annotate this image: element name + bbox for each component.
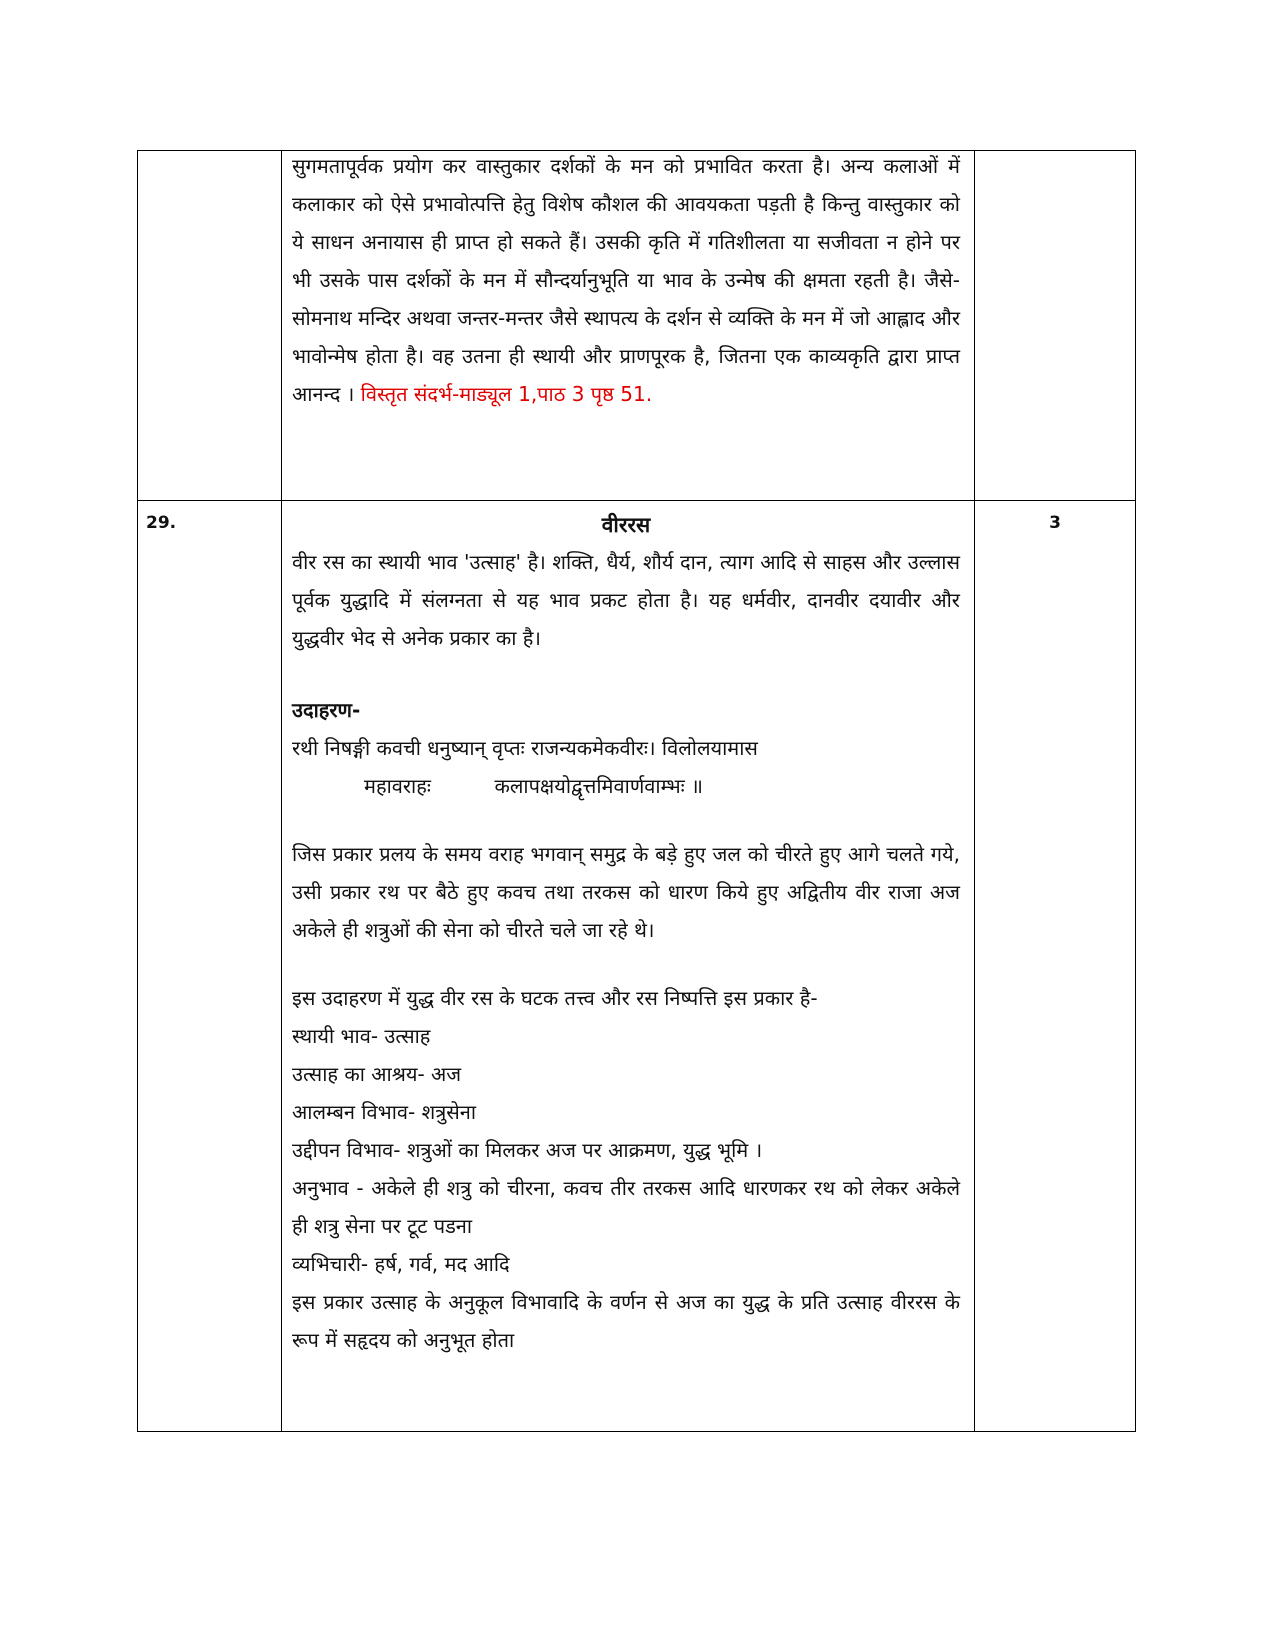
reference-text: विस्तृत संदर्भ-माड्यूल 1,पाठ 3 पृष्ठ 51. [360, 382, 653, 406]
answer-paragraph [292, 147, 960, 413]
conclusion-paragraph: इस प्रकार उत्साह के अनुकूल विभावादि के वर्णन से अज का युद्ध के प्रति उत्साह वीररस के रूप में सहृदय को अनुभूत होता [292, 1290, 960, 1352]
list-item: उद्दीपन विभाव- शत्रुओं का मिलकर अज पर आक्रमण, युद्ध भूमि । [292, 1138, 763, 1162]
marks-cell [975, 151, 1136, 501]
marks-value: 3 [975, 501, 1136, 1432]
answer-cell [282, 501, 975, 1432]
vyabhichari-line: व्यभिचारी- हर्ष, गर्व, मद आदि [292, 1252, 510, 1276]
example-label: उदाहरण- [292, 698, 361, 722]
translation-paragraph: जिस प्रकार प्रलय के समय वराह भगवान् समुद्र के बड़े हुए जल को चीरते हुए आगे चलते गये, उसी प्रकार रथ पर बैठे हुए कवच तथा तरकस को धारण किये हुए अद्वितीय वीर राजा अज अकेले ही शत्रुओं की सेना को चीरते चले जा रहे थे। [292, 842, 960, 942]
table-row [138, 501, 1136, 1432]
answer-text: सुगमतापूर्वक प्रयोग कर वास्तुकार दर्शकों के मन को प्रभावित करता है। अन्य कलाओं में कलाकार को ऐसे प्रभावोत्पत्ति हेतु विशेष कौशल की आवयकता पड़ती है किन्तु वास्तुकार को ये साधन अनायास ही प्राप्त हो सकते हैं। उसकी कृति में गतिशीलता या सजीवता न होने पर भी उसके पास दर्शकों के मन में सौन्दर्यानुभूति या भाव के उन्मेष की क्षमता रहती है। जैसे- सोमनाथ मन्दिर अथवा जन्तर-मन्तर जैसे स्थापत्य के दर्शन से व्यक्ति के मन में जो आह्लाद और भावोन्मेष होता है। वह उतना ही स्थायी और प्राणपूरक है, जितना एक काव्यकृति द्वारा प्राप्त आनन्द । [292, 154, 960, 406]
list-item: स्थायी भाव- उत्साह [292, 1024, 431, 1048]
verse-line: महावराहः कलापक्षयोद्वृत्तमिवार्णवाम्भः ॥ [364, 774, 704, 798]
answer-heading: वीररस [601, 513, 651, 537]
table-row [138, 151, 1136, 501]
verse-line: रथी निषङ्गी कवची धनुष्यान् वृप्तः राजन्यकमेकवीरः। विलोलयामास [292, 736, 758, 760]
anubhav-paragraph: अनुभाव - अकेले ही शत्रु को चीरना, कवच तीर तरकस आदि धारणकर रथ को लेकर अकेले ही शत्रु सेना पर टूट पडना [292, 1176, 960, 1238]
list-item: उत्साह का आश्रय- अज [292, 1062, 462, 1086]
question-number-cell [138, 151, 282, 501]
analysis-intro: इस उदाहरण में युद्ध वीर रस के घटक तत्त्व और रस निष्पत्ति इस प्रकार है- [292, 986, 818, 1010]
question-number: 29. [138, 501, 282, 1432]
answer-cell [282, 151, 975, 501]
intro-paragraph: वीर रस का स्थायी भाव 'उत्साह' है। शक्ति, धैर्य, शौर्य दान, त्याग आदि से साहस और उल्लास पूर्वक युद्धादि में संलग्नता से यह भाव प्रकट होता है। यह धर्मवीर, दानवीर दयावीर और युद्धवीर भेद से अनेक प्रकार का है। [292, 550, 960, 650]
answer-table [137, 150, 1136, 1432]
list-item: आलम्बन विभाव- शत्रुसेना [292, 1100, 477, 1124]
